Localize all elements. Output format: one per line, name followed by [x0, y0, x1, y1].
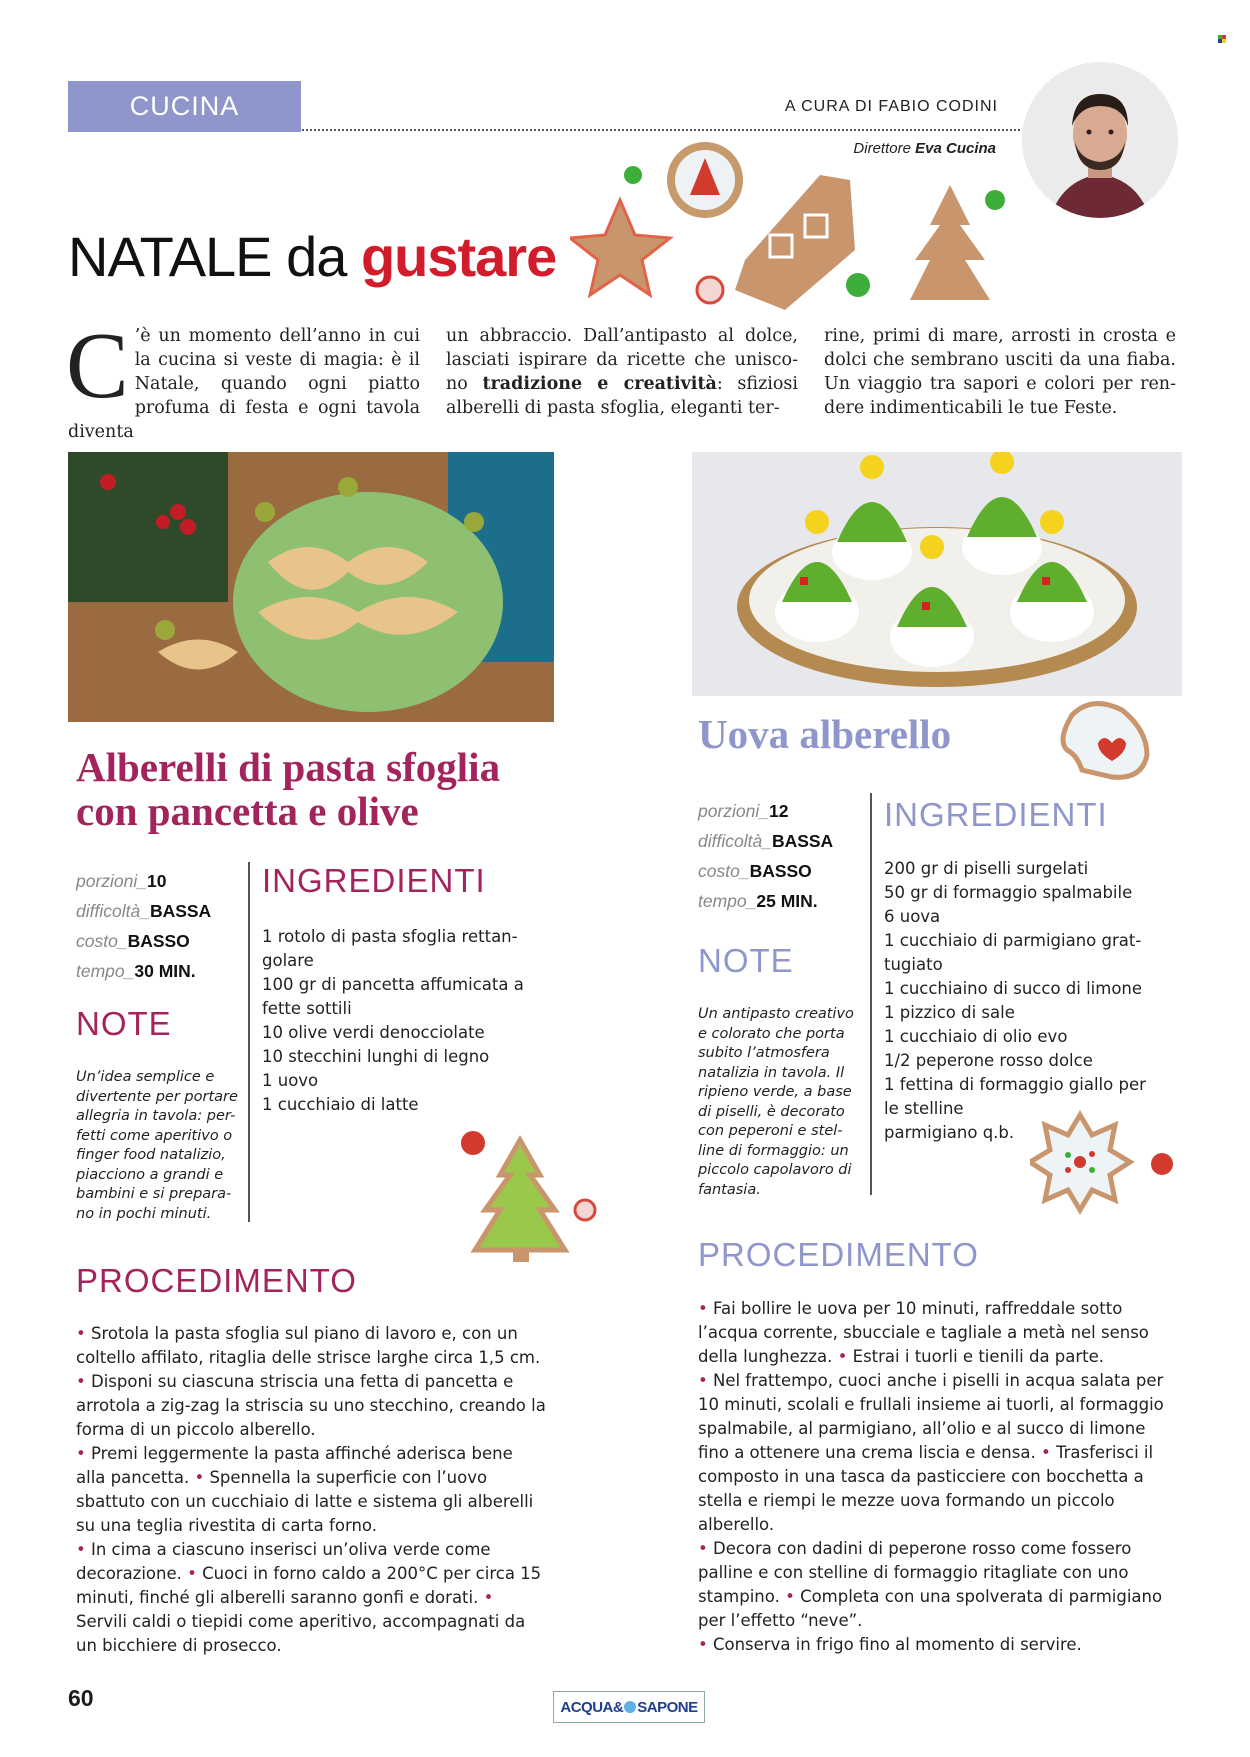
ingredient-item: parmigiano q.b. — [884, 1123, 1015, 1142]
intro-bold: tradizione e creatività — [482, 374, 717, 394]
page-number: 60 — [68, 1685, 94, 1711]
bullet-icon: • — [698, 1635, 713, 1654]
logo-text-left: ACQUA& — [560, 1698, 624, 1716]
ingredient-item: fette sottili — [262, 999, 352, 1018]
bullet-icon: • — [187, 1564, 203, 1583]
procedure-step: Nel frattempo, cuoci anche i piselli in acqua salata per 10 minuti, scolali e frullali insieme ai tuorli, al formaggio spalmabile, al parmigiano, all’olio e al succo di limone fino a ottenere una crema liscia e densa. — [698, 1371, 1164, 1462]
section-tag: CUCINA — [68, 81, 301, 132]
ingredient-item: 1 fettina di formaggio giallo per — [884, 1075, 1146, 1094]
deviled-egg-trees-image — [692, 452, 1182, 696]
bullet-icon: • — [698, 1539, 713, 1558]
bullet-icon: • — [785, 1587, 801, 1606]
ingredient-item: 10 stecchini lunghi di legno — [262, 1047, 490, 1066]
intro-text-2b: : sfiziosi alberelli di pasta sfoglia, eleganti ter- — [446, 374, 799, 418]
logo-text-right: SAPONE — [637, 1698, 698, 1716]
ingredient-item: tugiato — [884, 955, 943, 974]
intro-col-1 — [66, 314, 420, 444]
procedure-step: Conserva in frigo fino al momento di servire. — [712, 1635, 1082, 1654]
procedure-step: Srotola la pasta sfoglia sul piano di lavoro e, con un coltello affilato, ritaglia delle strisce larghe circa 1,5 cm. — [76, 1324, 541, 1367]
ingredient-item: 10 olive verdi denocciolate — [262, 1023, 485, 1042]
procedure-step: In cima a ciascuno inserisci un’oliva verde come decorazione. — [76, 1540, 491, 1583]
bubbles-icon — [624, 1701, 636, 1713]
bullet-icon: • — [837, 1347, 853, 1366]
drop-cap: C — [66, 314, 129, 418]
procedure-step: Premi leggermente la pasta affinché aderisca bene alla pancetta. — [76, 1444, 513, 1487]
procedure-step: Decora con dadini di peperone rosso come fossero palline e con stelline di formaggio ritagliate con uno stampino. — [698, 1539, 1132, 1606]
title-accent: gustare — [360, 225, 557, 288]
curator-credit: A CURA DI FABIO CODINI — [784, 98, 998, 115]
recipe1-title-line2: con pancetta e olive — [76, 788, 419, 834]
recipe1-divider — [248, 862, 250, 1222]
meta-cost: costo_BASSO — [76, 931, 190, 951]
intro-text-1: ’è un momento dell’anno in cui la cucina si veste di magia: è il Natale, quando ogni piatto profuma di festa e ogni tavola diventa — [68, 326, 420, 442]
ingredient-item: 50 gr di formaggio spalmabile — [884, 883, 1133, 902]
ingredient-item: 1 cucchiaino di succo di limone — [884, 979, 1143, 998]
procedure-step: Trasferisci il composto in una tasca da pasticciere con bocchetta a stella e riempi le mezze uova formando un piccolo alberello. — [698, 1443, 1154, 1534]
ingredient-item: 1 rotolo di pasta sfoglia rettan- — [262, 927, 518, 946]
portrait-icon — [1022, 62, 1178, 218]
recipe1-ingredients-list — [262, 925, 552, 1117]
mitten-cookie-illustration — [1052, 695, 1162, 785]
puff-pastry-trees-image — [68, 452, 554, 722]
brand-logo — [553, 1691, 705, 1723]
bullet-icon: • — [76, 1372, 91, 1391]
intro-col-3: rine, primi di mare, arrosti in crosta e dolci che sembrano usciti da una fiaba. Un viaggio tra sapori e colori per ren-dere indimenticabili le tue Feste. — [824, 326, 1176, 418]
meta-time: tempo_25 MIN. — [698, 891, 818, 911]
recipe2-notes: Un antipasto creativo e colorato che porta subito l’atmosfera natalizia in tavola. Il ripieno verde, a base di piselli, è decorato con peperoni e stel-line di formaggio: un piccolo capolavoro di fantasia. — [698, 1006, 854, 1198]
intro-text-2a: un abbraccio. Dall’antipasto al dolce, lasciati ispirare da ricette che unisco-no — [446, 326, 798, 394]
meta-cost: costo_BASSO — [698, 861, 812, 881]
dotted-divider — [302, 129, 1020, 131]
procedure-step: Fai bollire le uova per 10 minuti, raffreddale sotto l’acqua corrente, sbucciale e tagliale a metà nel senso della lunghezza. — [698, 1299, 1149, 1366]
recipe1-photo — [68, 452, 554, 722]
page-title — [68, 224, 556, 289]
recipe1-notes: Un’idea semplice e divertente per portare allegria in tavola: per-fetti come aperitivo o finger food natalizio, piacciono a grandi e bambini e si prepara-no in pochi minuti. — [76, 1069, 238, 1222]
recipe2-photo — [692, 452, 1182, 696]
recipe1-procedure-heading: PROCEDIMENTO — [76, 1262, 357, 1299]
bullet-icon: • — [194, 1468, 210, 1487]
procedure-step: Cuoci in forno caldo a 200°C per circa 15 minuti, finché gli alberelli saranno gonfi e dorati. — [76, 1564, 542, 1607]
director-name: Eva Cucina — [915, 140, 996, 157]
recipe2-meta — [698, 796, 833, 916]
bullet-icon: • — [76, 1324, 91, 1343]
color-registration-icon — [1218, 35, 1226, 43]
bullet-icon: • — [76, 1444, 91, 1463]
author-avatar — [1022, 62, 1178, 218]
ingredient-item: 1 uovo — [262, 1071, 319, 1090]
ingredient-item: 1/2 peperone rosso dolce — [884, 1051, 1093, 1070]
ingredient-item: 1 pizzico di sale — [884, 1003, 1015, 1022]
bullet-icon: • — [76, 1540, 91, 1559]
recipe2-title: Uova alberello — [698, 711, 952, 757]
ingredient-item: le stelline — [884, 1099, 964, 1118]
recipe2-procedure-heading: PROCEDIMENTO — [698, 1236, 979, 1273]
recipe2-notes-heading: NOTE — [698, 942, 794, 979]
recipe1-title — [76, 745, 500, 833]
meta-time: tempo_30 MIN. — [76, 961, 196, 981]
bullet-icon: • — [483, 1588, 494, 1607]
recipe1-notes-heading: NOTE — [76, 1005, 172, 1042]
ingredient-item: 1 cucchiaio di parmigiano grat- — [884, 931, 1142, 950]
recipe2-procedure — [698, 1297, 1178, 1657]
procedure-step: Disponi su ciascuna striscia una fetta di pancetta e arrotola a zig-zag la striscia su uno stecchino, creando la forma di un piccolo alberello. — [76, 1372, 546, 1439]
snowflake-cookie-illustration — [1030, 1110, 1180, 1220]
ingredient-item: golare — [262, 951, 314, 970]
bullet-icon: • — [698, 1371, 713, 1390]
procedure-step: Spennella la superficie con l’uovo sbattuto con un cucchiaio di latte e sistema gli alberelli su una teglia rivestita di carta forno. — [76, 1468, 534, 1535]
ingredient-item: 200 gr di piselli surgelati — [884, 859, 1089, 878]
recipe2-ingredients-heading: INGREDIENTI — [884, 796, 1108, 833]
director-label: Direttore — [853, 140, 911, 157]
bullet-icon: • — [698, 1299, 713, 1318]
procedure-step: Servili caldi o tiepidi come aperitivo, accompagnati da un bicchiere di prosecco. — [76, 1612, 526, 1655]
recipe1-procedure — [76, 1322, 546, 1658]
procedure-step: Completa con una spolverata di parmigiano per l’effetto “neve”. — [698, 1587, 1163, 1630]
christmas-cookies-illustration — [570, 140, 1010, 310]
meta-servings: porzioni_10 — [76, 871, 167, 891]
bullet-icon: • — [1040, 1443, 1056, 1462]
title-part1: NATALE da — [68, 225, 361, 288]
meta-difficulty: difficoltà_BASSA — [698, 831, 834, 851]
tree-cookie-illustration — [455, 1125, 605, 1265]
procedure-step: Estrai i tuorli e tienili da parte. — [852, 1347, 1105, 1366]
ingredient-item: 100 gr di pancetta affumicata a — [262, 975, 524, 994]
meta-difficulty: difficoltà_BASSA — [76, 901, 212, 921]
meta-servings: porzioni_12 — [698, 801, 789, 821]
ingredient-item: 1 cucchiaio di latte — [262, 1095, 419, 1114]
recipe1-title-line1: Alberelli di pasta sfoglia — [76, 744, 501, 790]
ingredient-item: 6 uova — [884, 907, 941, 926]
recipe1-ingredients-heading: INGREDIENTI — [262, 862, 486, 899]
recipe1-meta — [76, 866, 211, 986]
ingredient-item: 1 cucchiaio di olio evo — [884, 1027, 1068, 1046]
intro-col-2 — [446, 324, 798, 420]
recipe2-divider — [870, 793, 872, 1195]
recipe2-ingredients-list — [884, 857, 1184, 1145]
